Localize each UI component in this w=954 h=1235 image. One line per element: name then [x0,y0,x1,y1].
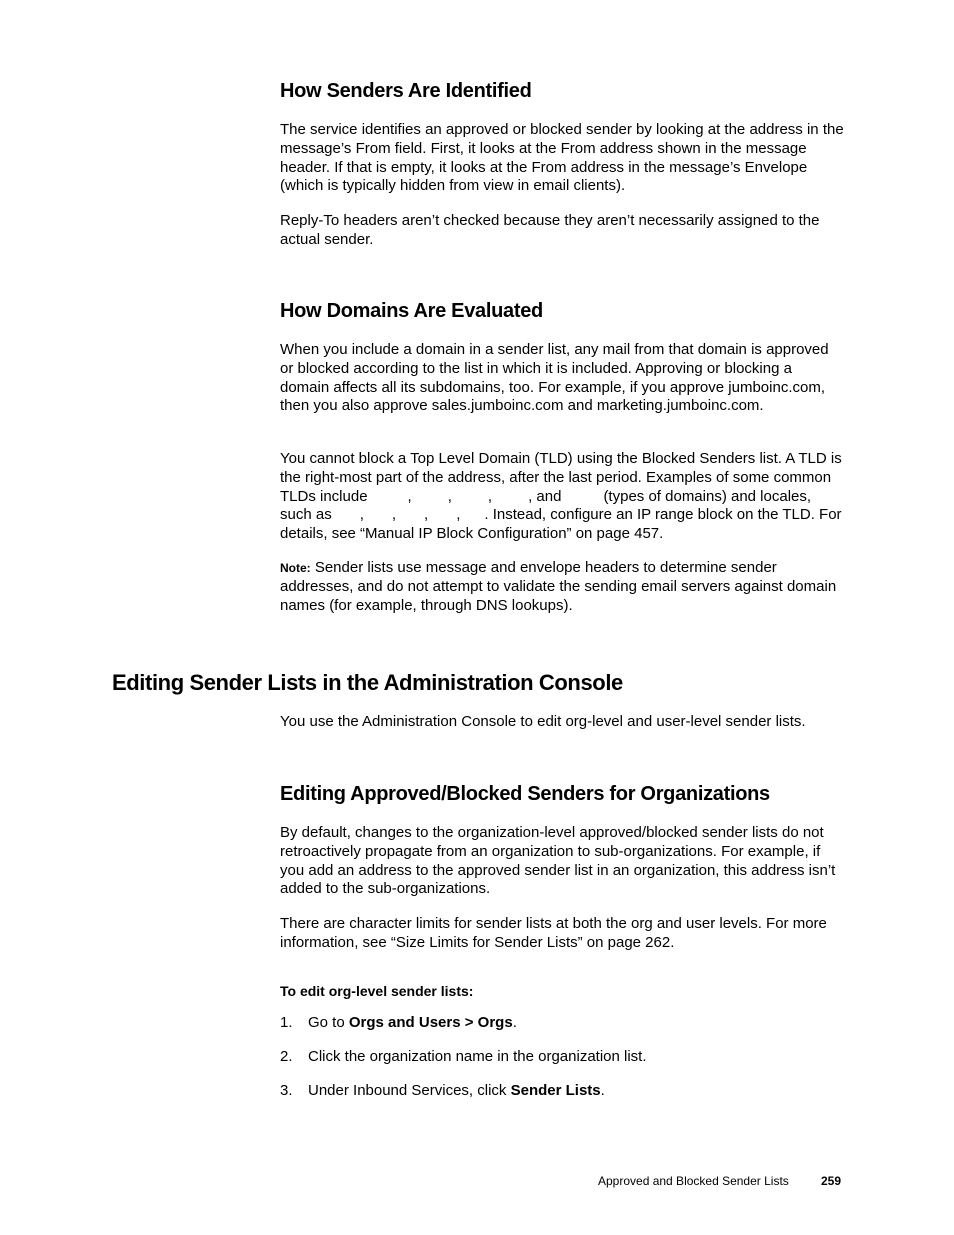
note-paragraph [280,559,845,615]
locale-comma: , [424,506,429,524]
heading-editing-orgs: Editing Approved/Blocked Senders for Organizations [280,783,770,805]
step-number: 3. [280,1082,293,1099]
procedure-title: To edit org-level sender lists: [280,983,474,999]
step-text-pre: Go to [308,1014,349,1031]
section-editing-orgs [280,782,880,806]
senders-identified-para1-block [280,121,845,196]
editing-orgs-para2: There are character limits for sender lists at both the org and user levels. For more information, see “Size Limits for Sender Lists” on page 262. [280,915,827,951]
step-text-post: . [512,1014,517,1031]
tld-comma: , [447,487,452,505]
note-label: Note: [280,561,311,575]
domains-evaluated-para1: When you include a domain in a sender list, any mail from that domain is approved or blocked according to the list in which it is included. Approving or blocking a domain affects all its subdomains, too. For example, if you approve jumboinc.com, then you also approve sales.jumboinc.com and marketing.jumboinc.com. [280,341,829,415]
tld-comma: , [407,487,412,505]
domains-evaluated-para2 [280,450,845,544]
tld-text-part4: . Instead, configure an IP range block on the TLD. For details, see “Manual IP Block Configuration” on page 457. [280,506,842,543]
senders-identified-para1: The service identifies an approved or blocked sender by looking at the address in the message’s From field. First, it looks at the From address shown in the message header. If that is empty, it looks at the From address in the message’s Envelope (which is typically hidden from view in email clients). [280,121,844,195]
footer-page-number: 259 [821,1174,842,1188]
tld-and-text: , and [528,487,562,505]
step-text-bold: Sender Lists [510,1082,601,1099]
footer-title: Approved and Blocked Sender Lists [598,1174,789,1188]
editing-orgs-para1-block [280,824,845,899]
heading-editing-sender-lists: Editing Sender Lists in the Administration Console [112,670,623,695]
locale-comma: , [456,506,461,524]
step-number: 2. [280,1048,293,1065]
section-editing-sender-lists [112,670,852,696]
step-text-pre: Under Inbound Services, click [308,1082,511,1099]
procedure-title-block [280,982,845,1000]
tld-text-part3: (types of domains) and locales, such as [280,487,812,524]
section-senders-identified [280,79,845,103]
step-text-bold: Orgs and Users > Orgs [348,1014,513,1031]
step-text-post: . [600,1082,605,1099]
note-text: Sender lists use message and envelope headers to determine sender addresses, and do not attempt to validate the sending email servers against domain names (for example, through DNS lookups). [280,559,837,614]
editing-orgs-para1: By default, changes to the organization-level approved/blocked sender lists do not retroactively propagate from an organization to sub-organizations. For example, if you add an address to the approved sender list in an organization, this address isn’t added to the sub-organizations. [280,824,836,898]
locale-comma: , [359,506,364,524]
note-block [280,559,845,615]
tld-comma: , [487,487,493,505]
senders-identified-para2: Reply-To headers aren’t checked because they aren’t necessarily assigned to the actual sender. [280,212,820,248]
step-number: 1. [280,1014,293,1031]
editing-sender-lists-para1-block [280,713,845,732]
domains-evaluated-para2-block [280,450,845,544]
step-text [308,1014,517,1033]
heading-senders-identified: How Senders Are Identified [280,80,532,102]
step-text [308,1082,605,1101]
section-domains-evaluated [280,299,845,323]
senders-identified-para2-block [280,212,845,250]
tld-text-part1: You cannot block a Top Level Domain (TLD) using the Blocked Senders list. A TLD is the right-most part of the address, after the last period. Examples of some common TLDs include [280,450,842,505]
step-text [308,1048,647,1067]
locale-comma: , [391,506,397,524]
editing-sender-lists-para1: You use the Administration Console to edit org-level and user-level sender lists. [280,713,806,730]
domains-evaluated-para1-block [280,341,845,416]
step-text-pre: Click the organization name in the organization list. [308,1048,647,1065]
editing-orgs-para2-block [280,915,845,953]
heading-domains-evaluated: How Domains Are Evaluated [280,300,543,322]
